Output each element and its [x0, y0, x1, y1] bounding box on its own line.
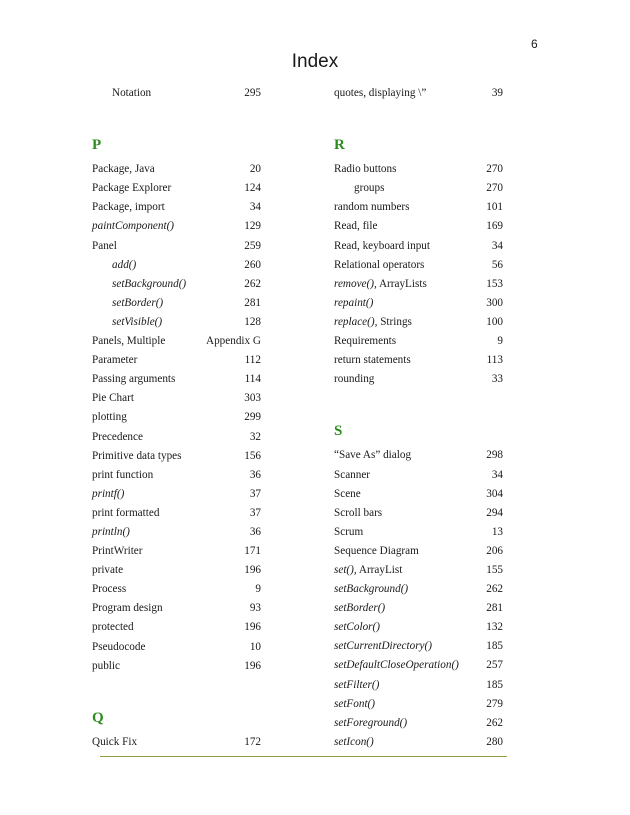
index-term-main: Read, keyboard input	[334, 239, 431, 252]
index-entry	[334, 332, 503, 351]
index-term	[92, 733, 137, 752]
index-term-main: protected	[92, 621, 134, 634]
index-term-main: Passing arguments	[92, 373, 176, 386]
index-term	[334, 237, 430, 256]
page-title: Index	[291, 51, 339, 72]
index-entry	[334, 217, 503, 236]
index-entry	[334, 256, 503, 275]
index-term-main: set(),	[334, 563, 357, 576]
index-term	[334, 676, 379, 695]
index-page-ref: 13	[491, 525, 503, 538]
index-entry	[334, 733, 503, 752]
index-entry	[92, 485, 261, 504]
index-term-main: “Save As” dialog	[334, 449, 412, 462]
index-term-main: setBorder()	[334, 602, 386, 615]
index-subentry	[92, 294, 261, 313]
index-term-main: Panels, Multiple	[92, 335, 166, 348]
index-term-main: Relational operators	[334, 258, 425, 271]
index-entry	[334, 504, 503, 523]
index-term-main: Package, Java	[92, 163, 155, 176]
index-page-ref: 280	[486, 735, 503, 748]
index-term	[92, 657, 120, 676]
index-term-main: paintComponent()	[92, 220, 175, 233]
index-term-main: Pseudocode	[92, 640, 146, 653]
index-term	[334, 637, 432, 656]
index-subentry	[334, 179, 503, 198]
index-term	[334, 370, 374, 389]
index-page-ref: 153	[486, 277, 503, 290]
index-term-main: return statements	[334, 354, 411, 367]
index-term-main: setFilter()	[334, 678, 380, 691]
index-entry	[334, 714, 503, 733]
index-term-main: setColor()	[334, 621, 380, 634]
index-term-main: plotting	[92, 411, 127, 424]
index-page-ref: 156	[244, 449, 261, 462]
index-term-qualifier: ArrayList	[356, 563, 403, 576]
index-term	[334, 485, 361, 504]
index-term-main: Package, import	[92, 201, 165, 214]
index-page-ref: 36	[249, 468, 261, 481]
index-term	[92, 485, 124, 504]
index-term	[334, 656, 459, 675]
index-term	[112, 256, 136, 275]
index-term	[92, 408, 127, 427]
index-term	[334, 561, 402, 580]
index-term	[334, 256, 424, 275]
index-page-ref: 185	[486, 678, 503, 691]
index-term-main: Read, file	[334, 220, 378, 233]
index-term-main: setDefaultCloseOperation()	[334, 659, 459, 672]
index-entry	[92, 332, 261, 351]
index-term-main: private	[92, 564, 124, 577]
index-term	[92, 523, 130, 542]
index-term-main: Primitive data types	[92, 449, 182, 462]
index-term-main: printf()	[92, 487, 125, 500]
index-term	[334, 294, 373, 313]
index-page-ref: 262	[486, 716, 503, 729]
index-term-main: setForeground()	[334, 716, 408, 729]
index-term	[92, 217, 174, 236]
index-entry	[334, 351, 503, 370]
section-gap	[334, 103, 503, 122]
index-term-main: Process	[92, 583, 127, 596]
index-term	[92, 580, 126, 599]
index-page-ref: 37	[249, 487, 261, 500]
index-term	[354, 179, 384, 198]
index-term-main: repaint()	[334, 296, 374, 309]
index-term-main: add()	[112, 258, 137, 271]
index-term	[92, 237, 117, 256]
index-page-ref: 260	[244, 258, 261, 271]
index-entry	[334, 485, 503, 504]
index-term-main: Precedence	[92, 430, 143, 443]
index-entry	[92, 657, 261, 676]
index-page-ref: 304	[486, 487, 503, 500]
index-term-main: groups	[354, 182, 385, 195]
index-entry	[92, 504, 261, 523]
index-page-ref: 36	[249, 525, 261, 538]
index-page-ref: 299	[244, 411, 261, 424]
index-term-main: remove(),	[334, 277, 377, 290]
index-page-ref: 262	[244, 277, 261, 290]
index-term	[92, 332, 165, 351]
index-page-ref: 298	[486, 449, 503, 462]
index-term	[92, 504, 159, 523]
index-page-ref: 259	[244, 239, 261, 252]
index-subentry	[92, 256, 261, 275]
index-page-ref: 113	[486, 354, 503, 367]
index-entry	[92, 370, 261, 389]
index-term-main: Sequence Diagram	[334, 544, 419, 557]
index-entry	[334, 446, 503, 465]
index-subentry	[92, 84, 261, 103]
section-letter-heading: S	[334, 423, 343, 440]
index-term-main: print function	[92, 468, 154, 481]
index-term-main: setCurrentDirectory()	[334, 640, 432, 653]
index-term	[334, 351, 411, 370]
index-entry	[334, 618, 503, 637]
index-page-ref: 196	[244, 621, 261, 634]
index-term	[334, 332, 396, 351]
index-term-main: setBackground()	[112, 277, 187, 290]
index-entry	[334, 237, 503, 256]
index-entry	[334, 275, 503, 294]
index-page-ref: 9	[255, 583, 261, 596]
index-term	[92, 351, 137, 370]
index-term	[334, 695, 375, 714]
index-entry	[334, 580, 503, 599]
index-entry	[92, 523, 261, 542]
index-term	[92, 160, 155, 179]
index-entry	[92, 733, 261, 752]
index-entry	[334, 198, 503, 217]
index-term	[92, 389, 134, 408]
index-term-main: setBorder()	[112, 296, 164, 309]
index-page-ref: 100	[486, 315, 503, 328]
index-term	[334, 313, 412, 332]
index-entry	[334, 656, 503, 675]
index-entry	[334, 523, 503, 542]
index-term	[92, 447, 181, 466]
index-term	[334, 733, 374, 752]
index-term-qualifier: Strings	[377, 315, 412, 328]
index-entry	[92, 561, 261, 580]
index-page-ref: 279	[486, 697, 503, 710]
index-term-main: quotes, displaying \”	[334, 87, 427, 99]
index-term	[334, 599, 385, 618]
index-term-main: Radio buttons	[334, 163, 397, 176]
index-term-main: public	[92, 659, 120, 672]
index-entry	[334, 466, 503, 485]
index-term	[334, 446, 411, 465]
index-page-ref: 124	[244, 182, 261, 195]
index-subentry	[92, 275, 261, 294]
section-letter-heading: Q	[92, 709, 104, 726]
index-term	[92, 198, 165, 217]
index-entry	[334, 294, 503, 313]
index-term	[334, 198, 410, 217]
index-term	[334, 714, 407, 733]
index-entry	[92, 580, 261, 599]
index-term	[92, 370, 175, 389]
index-term-main: Package Explorer	[92, 182, 172, 195]
index-page-ref: 114	[244, 373, 261, 386]
index-entry	[334, 695, 503, 714]
index-term-main: print formatted	[92, 506, 160, 519]
index-page-ref: 132	[486, 621, 503, 634]
index-page-ref: 270	[486, 163, 503, 176]
index-term-main: setFont()	[334, 697, 376, 710]
index-term	[112, 84, 151, 103]
index-term-main: setIcon()	[334, 735, 374, 748]
index-entry	[92, 160, 261, 179]
index-page-ref: 169	[486, 220, 503, 233]
index-term-main: replace(),	[334, 315, 378, 328]
index-term	[334, 217, 378, 236]
index-page-ref: 281	[244, 296, 261, 309]
index-entry	[334, 313, 503, 332]
index-page-ref: 112	[244, 354, 261, 367]
index-page-ref: 294	[486, 506, 503, 519]
index-term	[334, 84, 426, 103]
index-term	[92, 542, 143, 561]
index-page-ref: 303	[244, 392, 261, 405]
index-term	[334, 523, 363, 542]
section-gap	[92, 103, 261, 122]
index-entry	[92, 428, 261, 447]
index-page-ref: 9	[497, 335, 503, 348]
index-term-main: PrintWriter	[92, 545, 143, 558]
index-term	[334, 618, 380, 637]
index-entry	[92, 408, 261, 427]
index-page-ref: 32	[249, 430, 261, 443]
index-subentry	[92, 313, 261, 332]
index-term	[92, 599, 163, 618]
index-entry	[92, 217, 261, 236]
index-entry	[92, 599, 261, 618]
index-page-ref: 20	[249, 163, 261, 176]
index-term-main: Scrum	[334, 525, 364, 538]
index-page-ref: 37	[249, 506, 261, 519]
index-page-ref: 185	[486, 640, 503, 653]
index-entry	[92, 466, 261, 485]
index-page-ref: 300	[486, 296, 503, 309]
index-column-left	[92, 84, 261, 752]
index-page-ref: 262	[486, 583, 503, 596]
section-gap	[92, 676, 261, 695]
index-term-main: Parameter	[92, 354, 138, 367]
index-term-main: Requirements	[334, 335, 397, 348]
index-entry	[92, 351, 261, 370]
index-page-ref: 257	[486, 659, 503, 672]
index-entry	[92, 542, 261, 561]
section-gap	[334, 389, 503, 408]
index-term	[92, 638, 145, 657]
index-page-ref: 129	[244, 220, 261, 233]
index-term	[92, 561, 123, 580]
index-page-ref: 270	[486, 182, 503, 195]
index-entry	[92, 618, 261, 637]
footer-divider	[100, 756, 507, 757]
index-term-main: Pie Chart	[92, 392, 134, 405]
index-page-ref: 56	[491, 258, 503, 271]
index-term	[112, 275, 186, 294]
page-number: 6	[531, 37, 538, 51]
index-entry	[334, 561, 503, 580]
index-page-ref: Appendix G	[206, 335, 261, 348]
index-page-ref: 172	[244, 735, 261, 748]
index-entry	[92, 389, 261, 408]
index-term-main: Program design	[92, 602, 163, 615]
index-entry	[334, 599, 503, 618]
index-page-ref: 171	[244, 545, 261, 558]
index-page-ref: 196	[244, 564, 261, 577]
index-term	[92, 179, 171, 198]
index-term	[112, 313, 162, 332]
index-entry	[92, 237, 261, 256]
index-term	[334, 466, 370, 485]
index-page-ref: 155	[486, 563, 503, 576]
index-column-right	[334, 84, 503, 752]
index-term	[334, 504, 382, 523]
index-term	[334, 580, 408, 599]
index-term-main: Quick Fix	[92, 735, 138, 748]
index-page-ref: 281	[486, 602, 503, 615]
index-entry	[334, 637, 503, 656]
index-page-ref: 101	[486, 201, 503, 214]
index-term-main: setBackground()	[334, 583, 409, 596]
index-term	[334, 275, 427, 294]
index-entry	[334, 370, 503, 389]
index-term-main: random numbers	[334, 201, 410, 214]
index-term-main: Notation	[112, 87, 152, 99]
index-term	[334, 542, 419, 561]
section-letter-heading: P	[92, 137, 102, 154]
index-term	[112, 294, 163, 313]
section-letter-heading: R	[334, 137, 345, 154]
index-term	[334, 160, 396, 179]
index-page-ref: 34	[249, 201, 261, 214]
index-entry	[92, 638, 261, 657]
index-page-ref: 93	[249, 602, 261, 615]
index-entry	[334, 542, 503, 561]
index-entry	[334, 84, 503, 103]
index-page-ref: 206	[486, 544, 503, 557]
index-entry	[92, 447, 261, 466]
index-entry	[334, 160, 503, 179]
index-term	[92, 428, 143, 447]
index-term-main: println()	[92, 525, 130, 538]
index-page-ref: 295	[244, 87, 261, 99]
index-term-main: setVisible()	[112, 315, 163, 328]
index-term	[92, 618, 134, 637]
index-page-ref: 33	[491, 373, 503, 386]
index-term-main: Scanner	[334, 468, 371, 481]
index-page-ref: 39	[491, 87, 503, 99]
index-term	[92, 466, 153, 485]
index-page-ref: 10	[249, 640, 261, 653]
index-entry	[92, 198, 261, 217]
index-page-ref: 34	[491, 239, 503, 252]
index-page-ref: 196	[244, 659, 261, 672]
index-term-main: Scroll bars	[334, 506, 383, 519]
index-page-ref: 34	[491, 468, 503, 481]
index-term-qualifier: ArrayLists	[376, 277, 427, 290]
index-term-main: rounding	[334, 373, 375, 386]
index-term-main: Scene	[334, 487, 361, 500]
index-entry	[92, 179, 261, 198]
index-entry	[334, 676, 503, 695]
index-term-main: Panel	[92, 239, 117, 252]
index-page-ref: 128	[244, 315, 261, 328]
